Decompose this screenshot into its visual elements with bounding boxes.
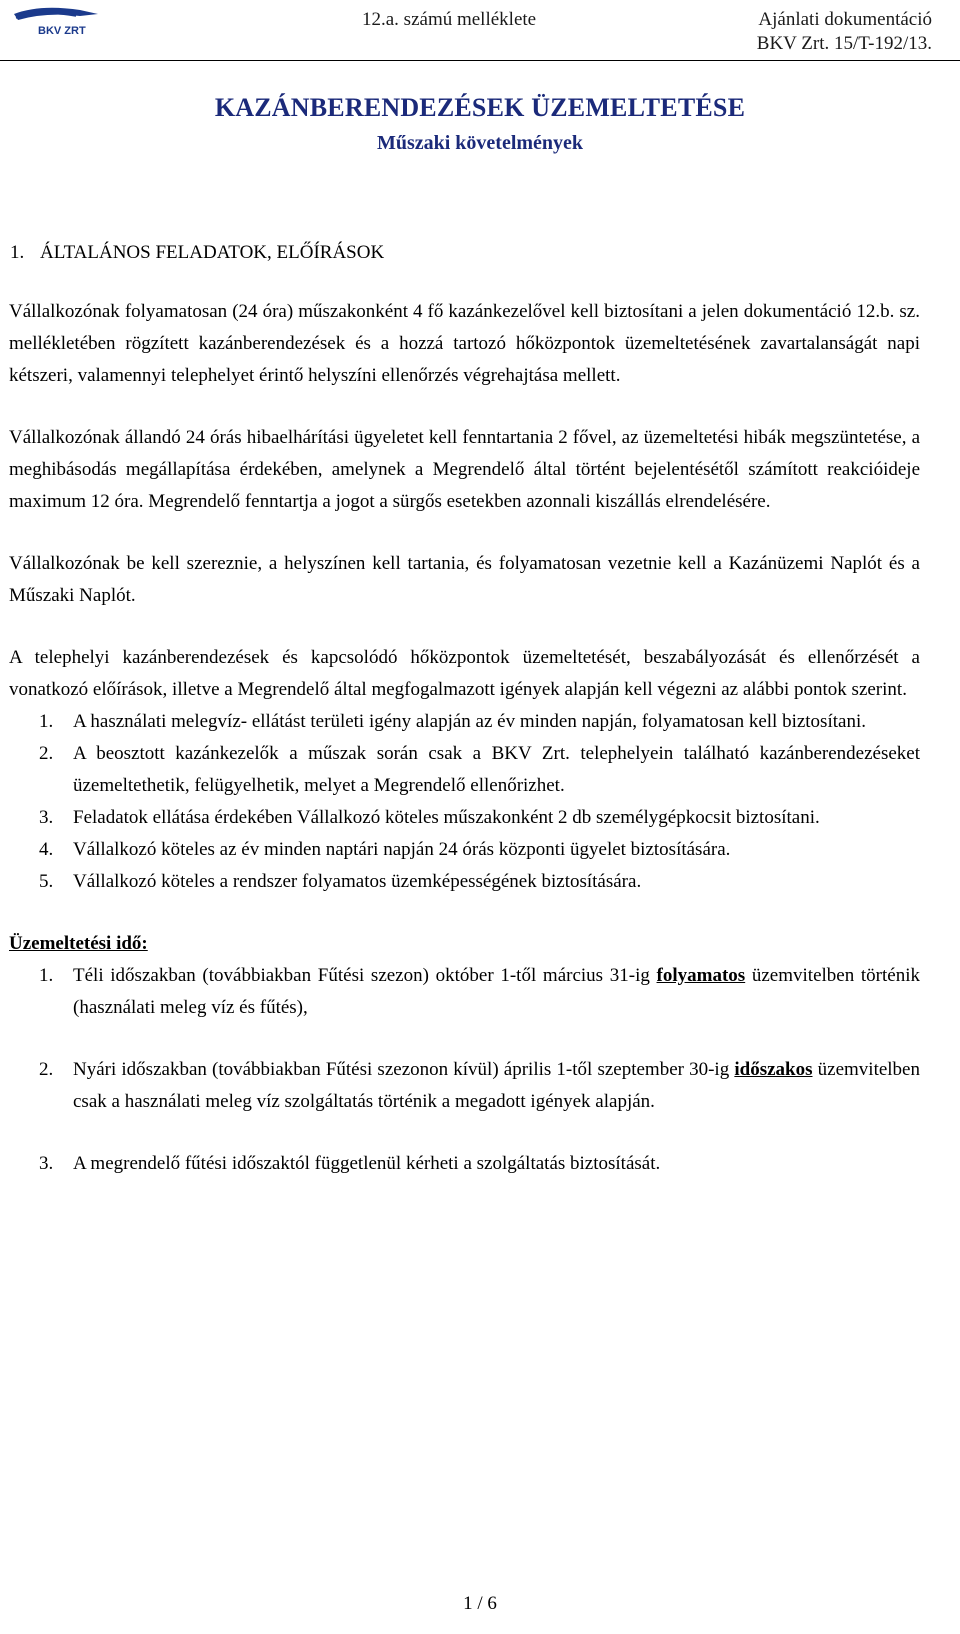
title-block [0,90,960,158]
header-doc-ref [757,8,932,56]
page-number: 1 / 6 [463,1593,497,1614]
operation-time-list [9,960,920,1180]
paragraph-logbooks: Vállalkozónak be kell szereznie, a helyszínen kell tartania, és folyamatosan vezetnie kell a Kazánüzemi Naplót és a Műszaki Naplót. [9,553,920,606]
document-body [9,296,920,1210]
list-item: 4. Vállalkozó köteles az év minden naptári napján 24 órás központi ügyelet biztosítására. [39,839,731,860]
svg-text:BKV ZRT: BKV ZRT [38,25,86,37]
paragraph-shift-staffing: Vállalkozónak folyamatosan (24 óra) műszakonként 4 fő kazánkezelővel kell biztosítani a jelen dokumentáció 12.b. sz. mellékletében rögzített kazánberendezések és a hozzá tartozó hőközpontok üzemeltetésének zavartalanságát napi kétszeri, valamennyi telephelyet érintő helyszíni ellenőrzés végrehajtása mellett. [9,301,920,386]
header-doc-number: BKV Zrt. 15/T-192/13. [756,33,932,54]
header-doc-type: Ajánlati dokumentáció [758,9,932,30]
list-item: 1. Téli időszakban (továbbiakban Fűtési szezon) október 1-től március 31-ig folyamatos üzemvitelben történik (használati meleg víz és fűtés), [39,965,920,1018]
page-header [0,0,960,61]
header-appendix-label: 12.a. számú melléklete [362,9,537,30]
paragraph-operation-rules: A telephelyi kazánberendezések és kapcsolódó hőközpontok üzemeltetését, beszabályozását és ellenőrzését a vonatkozó előírások, illetve a Megrendelő által megfogalmazott igények alapján kell végezni az alábbi pontok szerint. [9,647,920,700]
list-item: 5. Vállalkozó köteles a rendszer folyamatos üzemképességének biztosítására. [39,871,642,892]
emphasis-periodic: időszakos [734,1059,813,1080]
paragraph-fault-duty: Vállalkozónak állandó 24 órás hibaelhárítási ügyeletet kell fenntartania 2 fővel, az üzemeltetési hibák megszüntetése, a meghibásodás megállapítása érdekében, amelynek a Megrendelő által történt bejelentésétől számított reakcióideje maximum 12 óra. Megrendelő fenntartja a jogot a sürgős esetekben azonnali kiszállás elrendelésére. [9,427,920,512]
section-number: 1. [10,242,25,263]
section-heading [10,237,384,269]
list-item: 2. A beosztott kazánkezelők a műszak során csak a BKV Zrt. telephelyein található kazánberendezéseket üzemeltethetik, felügyelhetik, melyet a Megrendelő ellenőrizhet. [39,743,920,796]
operation-time-heading: Üzemeltetési idő: [9,933,148,954]
task-list [9,706,920,898]
section-title: ÁLTALÁNOS FELADATOK, ELŐÍRÁSOK [40,242,385,263]
emphasis-continuous: folyamatos [656,965,746,986]
list-item: 1. A használati melegvíz- ellátást területi igény alapján az év minden napján, folyamatosan kell biztosítani. [39,711,866,732]
list-item: 3. A megrendelő fűtési időszaktól függetlenül kérheti a szolgáltatás biztosítását. [39,1153,661,1174]
list-item: 3. Feladatok ellátása érdekében Vállalkozó köteles műszakonként 2 db személygépkocsit biztosítani. [39,807,820,828]
bkv-logo [10,4,102,38]
list-item: 2. Nyári időszakban (továbbiakban Fűtési szezonon kívül) április 1-től szeptember 30-ig időszakos üzemvitelben csak a használati meleg víz szolgáltatás történik a megadott igények alapján. [39,1059,920,1112]
page-title: KAZÁNBERENDEZÉSEK ÜZEMELTETÉSE [214,93,746,122]
page-subtitle: Műszaki követelmények [376,132,584,154]
